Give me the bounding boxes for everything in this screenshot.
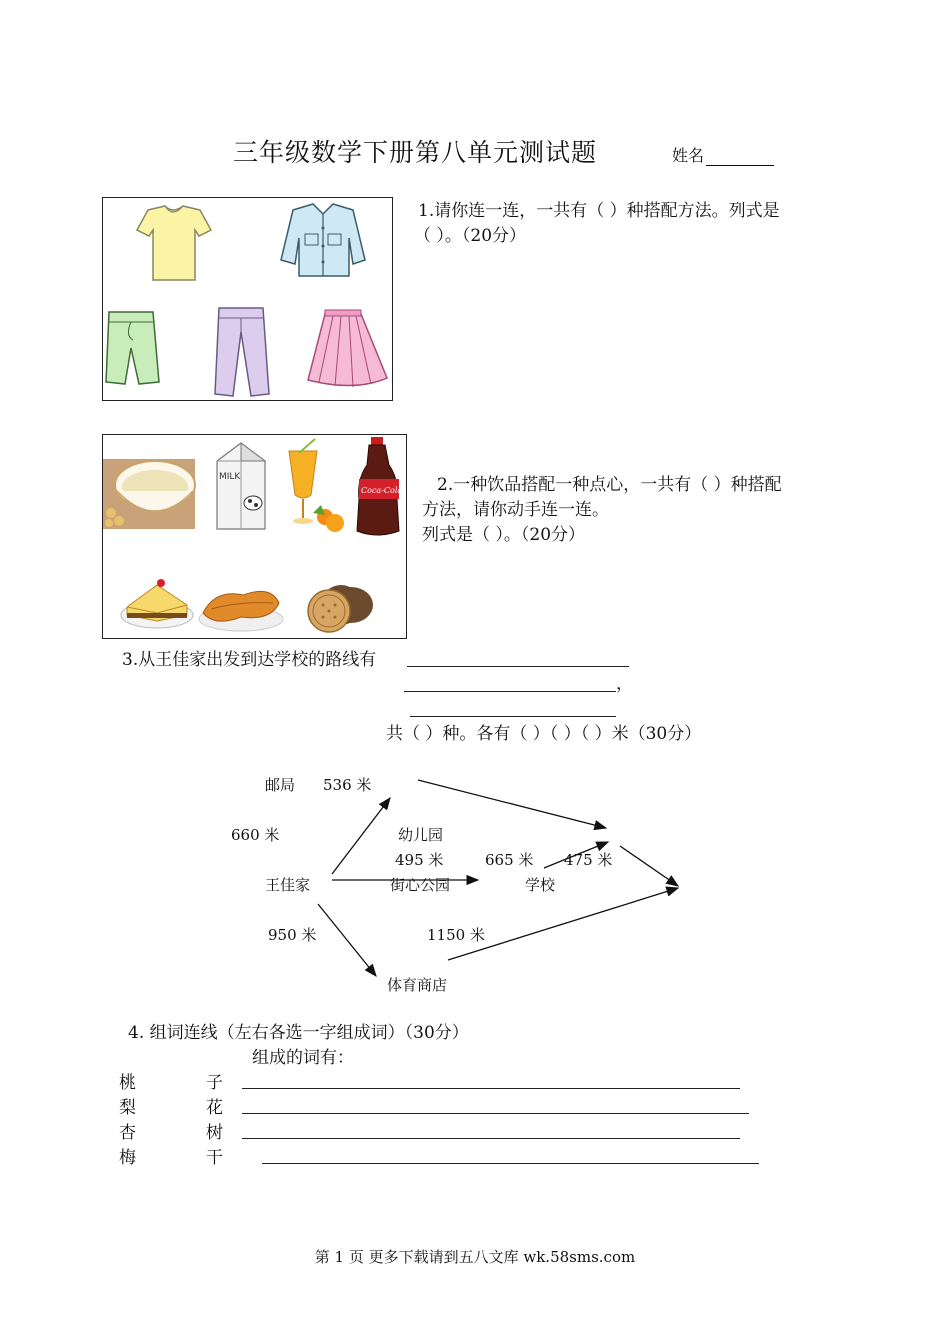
milk-label: MILK (219, 472, 241, 482)
page-footer: 第 1 页 更多下载请到五八文库 wk.58sms.com (314, 1248, 636, 1266)
q4-answer-line-4[interactable] (262, 1163, 759, 1164)
purple-trousers-icon[interactable] (215, 308, 269, 396)
blue-jacket-icon[interactable] (281, 204, 365, 276)
label-home: 王佳家 (265, 876, 311, 894)
q3-answer-line-3[interactable] (410, 716, 616, 717)
q3-answer-line-1[interactable] (407, 666, 629, 667)
food-image-box (102, 434, 407, 639)
label-school: 学校 (525, 876, 556, 894)
route-map (0, 760, 950, 1010)
clothing-image-box (102, 197, 393, 401)
label-kindergarten: 幼儿园 (398, 826, 444, 844)
label-distance-660: 660 米 (231, 826, 280, 844)
soymilk-bowl-icon[interactable] (103, 459, 195, 529)
cheesecake-icon[interactable] (121, 579, 193, 628)
label-distance-536: 536 米 (323, 776, 372, 794)
q4-right-char-2[interactable]: 花 (206, 1098, 223, 1118)
q4-right-char-3[interactable]: 树 (206, 1123, 223, 1143)
q4-answer-line-2[interactable] (242, 1113, 749, 1114)
milk-carton-icon[interactable] (217, 443, 265, 529)
q3-comma: ， (616, 674, 633, 694)
label-distance-495: 495 米 (395, 851, 444, 869)
label-sports-store: 体育商店 (387, 976, 448, 994)
label-distance-950: 950 米 (268, 926, 317, 944)
route-post-to-kindergarten[interactable] (418, 780, 606, 828)
q4-right-char-4[interactable]: 干 (206, 1148, 223, 1168)
q4-left-char-1[interactable]: 桃 (119, 1073, 136, 1093)
food-illustration (103, 435, 406, 638)
q1-line2: （ ）。（20分） (414, 226, 527, 246)
green-shorts-icon[interactable] (106, 312, 159, 384)
q2-line3: 列式是（ ）。（20分） (422, 525, 586, 545)
q1-line1: 1.请你连一连，一共有（ ）种搭配方法。列式是 (418, 201, 780, 221)
pink-skirt-icon[interactable] (308, 310, 387, 387)
q4-subtitle: 组成的词有： (252, 1048, 354, 1068)
route-home-to-post[interactable] (332, 798, 390, 874)
clothing-illustration (103, 198, 392, 400)
q3-prompt: 3.从王佳家出发到达学校的路线有 (122, 650, 377, 670)
q4-answer-line-1[interactable] (242, 1088, 740, 1089)
label-park: 街心公园 (390, 876, 451, 894)
label-distance-1150: 1150 米 (427, 926, 485, 944)
q4-right-char-1[interactable]: 子 (206, 1073, 223, 1093)
yellow-tshirt-icon[interactable] (137, 206, 211, 280)
q2-line2: 方法，请你动手连一连。 (422, 500, 609, 520)
q3-answer-line-2[interactable] (404, 691, 616, 692)
route-home-to-store[interactable] (318, 904, 376, 976)
cola-bottle-icon[interactable] (357, 437, 402, 535)
route-kindergarten-to-school[interactable] (620, 846, 678, 886)
page-title: 三年级数学下册第八单元测试题 (233, 138, 598, 167)
q4-answer-line-3[interactable] (242, 1138, 740, 1139)
q2-line1: 2.一种饮品搭配一种点心，一共有（ ）种搭配 (437, 475, 782, 495)
name-field (672, 143, 774, 166)
q4-left-char-2[interactable]: 梨 (119, 1098, 136, 1118)
fried-dough-icon[interactable] (199, 591, 283, 631)
q4-title: 4. 组词连线（左右各选一字组成词）（30分） (128, 1023, 469, 1043)
q3-summary: 共（ ）种。各有（ ）（ ）（ ）米（30分） (386, 724, 702, 744)
cola-label: Coca-Cola (361, 486, 403, 495)
name-label: 姓名 (672, 146, 705, 165)
q4-left-char-4[interactable]: 梅 (119, 1148, 136, 1168)
orange-juice-icon[interactable] (289, 439, 344, 532)
q4-left-char-3[interactable]: 杏 (119, 1123, 136, 1143)
label-distance-665: 665 米 (485, 851, 534, 869)
label-post-office: 邮局 (265, 776, 296, 794)
name-blank[interactable] (706, 149, 774, 166)
label-distance-475: 475 米 (564, 851, 613, 869)
biscuits-icon[interactable] (308, 585, 373, 632)
